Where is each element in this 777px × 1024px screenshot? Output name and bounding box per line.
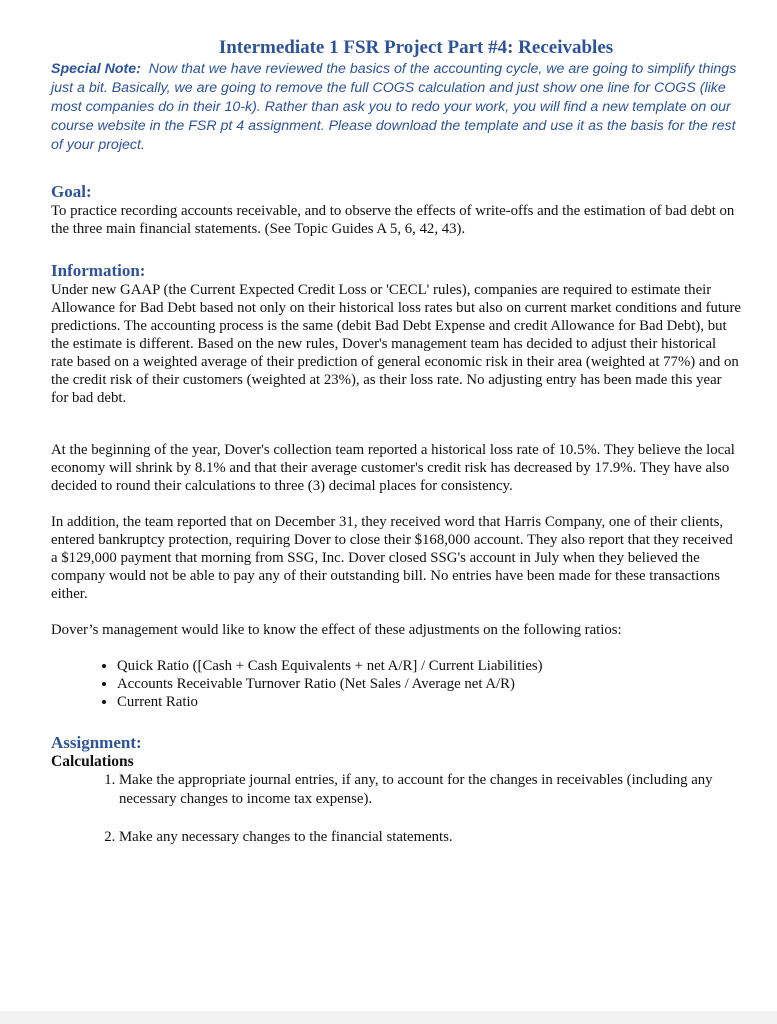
- special-note: [51, 60, 741, 155]
- assignment-step-1: 1. Make the appropriate journal entries, if any, to account for the changes in receivables (including any necessary changes to income tax expense).: [119, 771, 741, 809]
- assignment-steps: [51, 771, 741, 847]
- goal-heading: Goal:: [51, 182, 92, 201]
- information-paragraph-4: Dover’s management would like to know the effect of these adjustments on the following ratios:: [51, 622, 622, 638]
- special-note-text: Now that we have reviewed the basics of the accounting cycle, we are going to simplify things just a bit. Basically, we are going to remove the full COGS calculation and just show one line for COGS (like most companies do in their 10-k). Rather than ask you to redo your work, you will find a new template on our course website in the FSR pt 4 assignment. Please download the template and use it as the basis for the rest of your project.: [51, 61, 737, 153]
- document-page: [51, 36, 741, 847]
- information-paragraph-1: Under new GAAP (the Current Expected Credit Loss or 'CECL' rules), companies are required to estimate their Allowance for Bad Debt based not only on their historical loss rates but also on current market conditions and future predictions. The accounting process is the same (debit Bad Debt Expense and credit Allowance for Bad Debt), but the estimate is different. Based on the new rules, Dover's management team has decided to adjust their historical rate based on a weighted average of their prediction of general economic risk in their area (weighted at 77%) and on the credit risk of their customers (weighted at 23%), as their loss rate. No adjusting entry has been made this year for bad debt.: [51, 282, 741, 406]
- assignment-heading: Assignment:: [51, 733, 142, 752]
- information-heading: Information:: [51, 261, 146, 280]
- information-paragraph-2: At the beginning of the year, Dover's collection team reported a historical loss rate of 10.5%. They believe the local economy will shrink by 8.1% and that their average customer's credit risk has decreased by 17.9%. They have also decided to round their calculations to three (3) decimal places for consistency.: [51, 442, 735, 494]
- goal-text: To practice recording accounts receivable, and to observe the effects of write-offs and the estimation of bad debt on the three main financial statements. (See Topic Guides A 5, 6, 42, 43).: [51, 203, 735, 237]
- information-section: [51, 261, 741, 711]
- ratio-item-current: • Current Ratio: [117, 693, 741, 711]
- ratio-item-quick: • Quick Ratio ([Cash + Cash Equivalents + net A/R] / Current Liabilities): [117, 657, 741, 675]
- ratio-item-ar-turnover: • Accounts Receivable Turnover Ratio (Net Sales / Average net A/R): [117, 675, 741, 693]
- calculations-heading: Calculations: [51, 753, 134, 770]
- page-bottom-band: [0, 1011, 777, 1024]
- information-paragraph-3: In addition, the team reported that on December 31, they received word that Harris Company, one of their clients, entered bankruptcy protection, requiring Dover to close their $168,000 account. They also report that they received a $129,000 payment that morning from SSG, Inc. Dover closed SSG's account in July when they believed the company would not be able to pay any of their outstanding bill. No entries have been made for these transactions either.: [51, 514, 733, 602]
- goal-section: [51, 182, 741, 238]
- assignment-section: [51, 733, 741, 847]
- page-title: Intermediate 1 FSR Project Part #4: Receivables: [218, 37, 614, 58]
- assignment-step-2: 2. Make any necessary changes to the financial statements.: [119, 828, 741, 847]
- ratios-list: [51, 657, 741, 711]
- special-note-label: Special Note:: [51, 61, 141, 77]
